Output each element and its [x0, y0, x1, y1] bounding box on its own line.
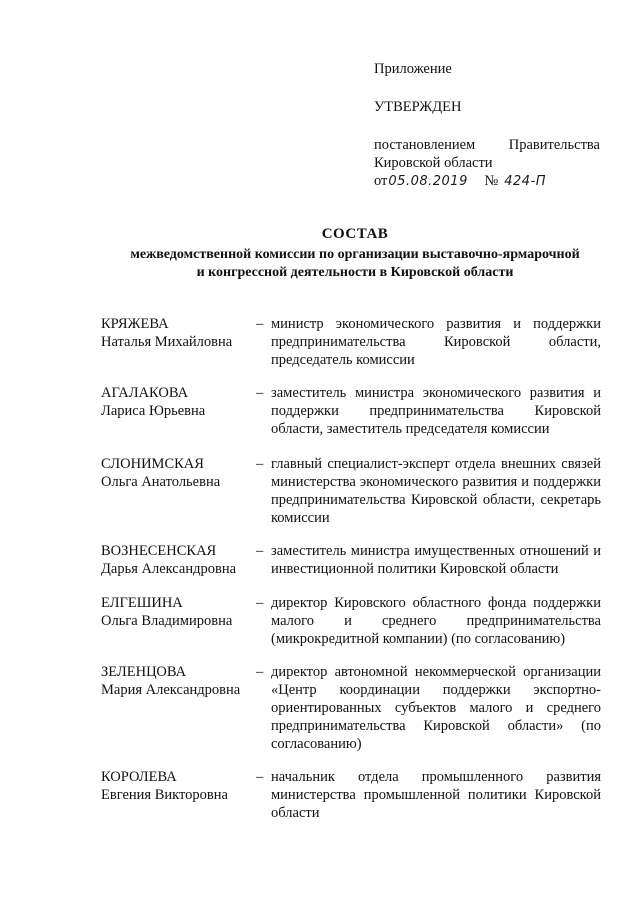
member-given-name: Дарья Александровна	[101, 561, 237, 577]
document-subtitle	[60, 246, 640, 282]
decree-line	[374, 136, 600, 154]
number-prefix: №	[484, 173, 499, 189]
member-given-name: Ольга Анатольевна	[101, 474, 221, 490]
dash-separator: –	[256, 595, 264, 611]
approval-block	[374, 60, 600, 191]
government-word: Правительства	[508, 137, 600, 153]
member-surname: СЛОНИМСКАЯ	[101, 456, 204, 472]
member-role: директор автономной некоммерческой организации «Центр координации поддержки экспортно-ориентированных субъектов малого и среднего предпринимательства Кировской области» (по согласованию)	[271, 664, 601, 752]
handwritten-number: 424-П	[504, 174, 547, 189]
approved-label: УТВЕРЖДЕН	[374, 99, 462, 115]
member-given-name: Мария Александровна	[101, 682, 241, 698]
region-line: Кировской области	[374, 155, 493, 171]
member-role: заместитель министра имущественных отношений и инвестиционной политики Кировской области	[271, 543, 601, 577]
dash-separator: –	[256, 385, 264, 401]
dash-separator: –	[256, 769, 264, 785]
member-name	[101, 594, 256, 630]
dash-separator: –	[256, 456, 264, 472]
member-surname: КРЯЖЕВА	[101, 316, 169, 332]
dash-separator: –	[256, 543, 264, 559]
member-role: директор Кировского областного фонда поддержки малого и среднего предпринимательства (микрокредитной компании) (по согласованию)	[271, 595, 601, 647]
member-name	[101, 663, 256, 699]
handwritten-date: 05.08.2019	[388, 174, 468, 189]
member-name	[101, 455, 256, 491]
member-given-name: Наталья Михайловна	[101, 334, 233, 350]
decree-word: постановлением	[374, 137, 476, 153]
member-surname: КОРОЛЕВА	[101, 769, 177, 785]
member-given-name: Лариса Юрьевна	[101, 403, 206, 419]
date-number-line	[374, 172, 600, 191]
member-name	[101, 542, 256, 578]
member-surname: ЕЛГЕШИНА	[101, 595, 183, 611]
dash-separator: –	[256, 316, 264, 332]
subtitle-line-1: межведомственной комиссии по организации выставочно-ярмарочной	[130, 247, 580, 262]
member-given-name: Ольга Владимировна	[101, 613, 233, 629]
document-title: СОСТАВ	[321, 226, 389, 242]
member-surname: АГАЛАКОВА	[101, 385, 189, 401]
member-name	[101, 384, 256, 420]
appendix-label: Приложение	[374, 61, 452, 77]
subtitle-line-2: и конгрессной деятельности в Кировской области	[196, 265, 514, 280]
member-name	[101, 768, 256, 804]
member-role: начальник отдела промышленного развития министерства промышленной политики Кировской области	[271, 769, 601, 821]
member-role: заместитель министра экономического развития и поддержки предпринимательства Кировской области, заместитель председателя комиссии	[271, 385, 601, 437]
date-prefix: от	[374, 173, 388, 189]
member-role: главный специалист-эксперт отдела внешних связей министерства экономического развития и поддержки предпринимательства Кировской области, секретарь комиссии	[271, 456, 601, 526]
dash-separator: –	[256, 664, 264, 680]
member-role: министр экономического развития и поддержки предпринимательства Кировской области, председатель комиссии	[271, 316, 601, 368]
member-surname: ЗЕЛЕНЦОВА	[101, 664, 187, 680]
member-given-name: Евгения Викторовна	[101, 787, 228, 803]
member-surname: ВОЗНЕСЕНСКАЯ	[101, 543, 217, 559]
member-name	[101, 315, 256, 351]
